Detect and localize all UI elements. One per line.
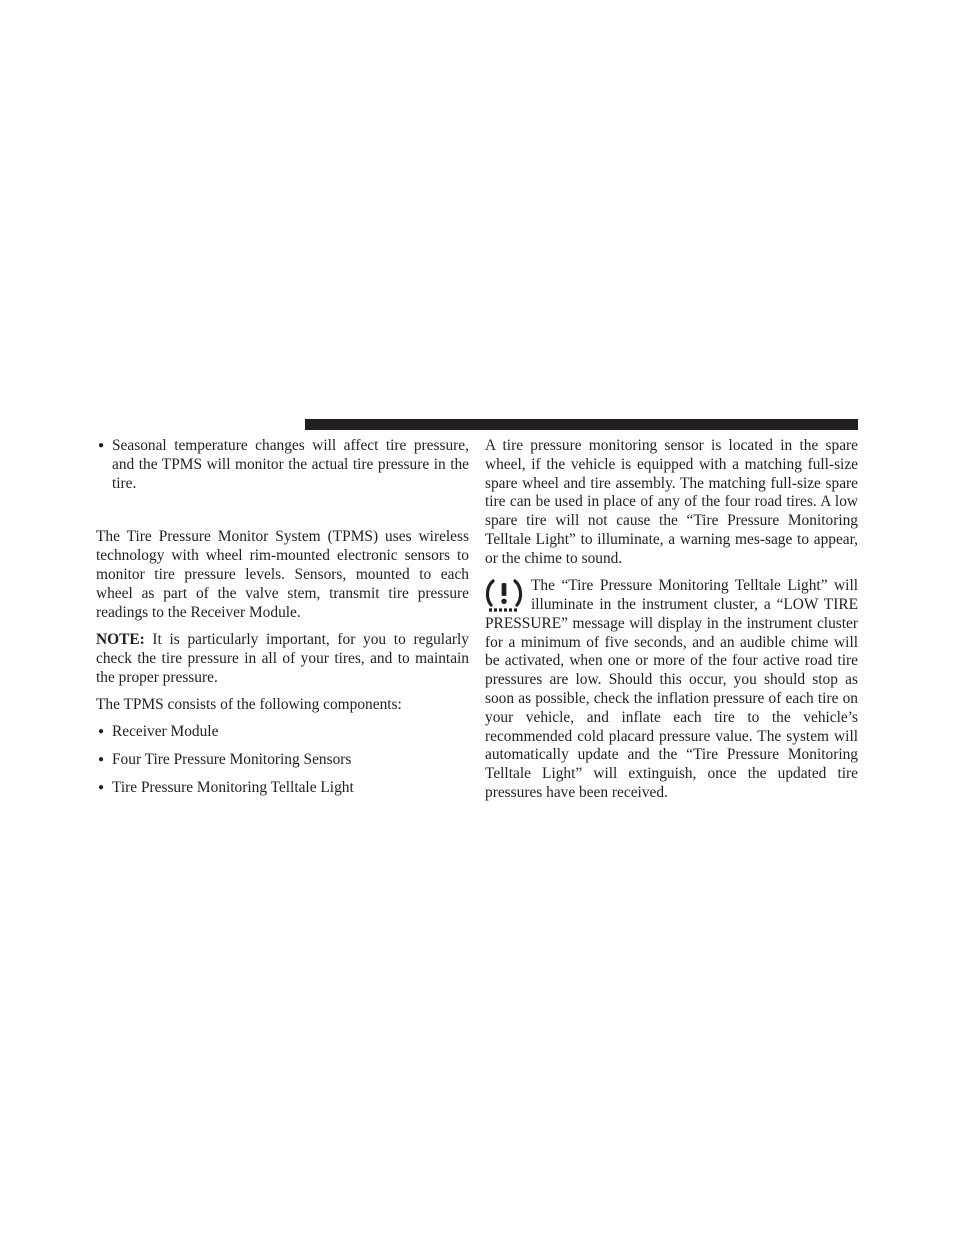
list-item	[96, 437, 469, 493]
list-item	[96, 723, 469, 742]
telltale-text: The “Tire Pressure Monitoring Telltale Light” will illuminate in the instrument cluster, a “LOW TIRE PRESSURE” message will display in the instrument cluster for a minimum of five seconds, and an audible chime will be activated, when one or more of the four active road tire pressures are low. Should this occur, you should stop as soon as possible, check the inflation pressure of each tire on your vehicle, and inflate each tire to the vehicle’s recommended cold placard pressure value. The system will automatically update and the “Tire Pressure Monitoring Telltale Light” will extinguish, once the updated tire pressures have been received.	[485, 577, 858, 801]
tire-pressure-warning-icon	[485, 578, 523, 614]
telltale-paragraph	[485, 577, 858, 803]
bullet-icon: ●	[98, 440, 105, 451]
bullet-icon: ●	[98, 754, 105, 766]
spare-paragraph: A tire pressure monitoring sensor is located in the spare wheel, if the vehicle is equipped with a matching full-size spare wheel and tire assembly. The matching full-size spare tire can be used in place of any of the four road tires. A low spare tire will not cause the “Tire Pressure Monitoring Telltale Light” to illuminate, a warning mes-sage to appear, or the chime to sound.	[485, 437, 858, 567]
list-item	[96, 779, 469, 798]
bullet-text: Seasonal temperature changes will affect tire pressure, and the TPMS will monitor the actual tire pressure in the tire.	[112, 437, 469, 492]
component-receiver: Receiver Module	[112, 723, 219, 741]
right-column	[485, 437, 858, 811]
header-rule	[305, 419, 858, 430]
component-sensors: Four Tire Pressure Monitoring Sensors	[112, 751, 352, 769]
component-telltale: Tire Pressure Monitoring Telltale Light	[112, 778, 354, 796]
left-column	[96, 437, 469, 807]
note-label: NOTE:	[96, 630, 145, 648]
intro-paragraph: The Tire Pressure Monitor System (TPMS) uses wireless technology with wheel rim-mounted electronic sensors to monitor tire pressure levels. Sensors, mounted to each wheel as part of the valve stem, transmit tire pressure readings to the Receiver Module.	[96, 528, 469, 621]
bullet-icon: ●	[98, 781, 105, 793]
bullet-icon: ●	[98, 726, 105, 738]
list-item	[96, 751, 469, 770]
components-intro: The TPMS consists of the following components:	[96, 695, 402, 713]
note-paragraph	[96, 631, 469, 687]
note-text: It is particularly important, for you to regularly check the tire pressure in all of your tires, and to maintain the proper pressure.	[96, 630, 469, 686]
